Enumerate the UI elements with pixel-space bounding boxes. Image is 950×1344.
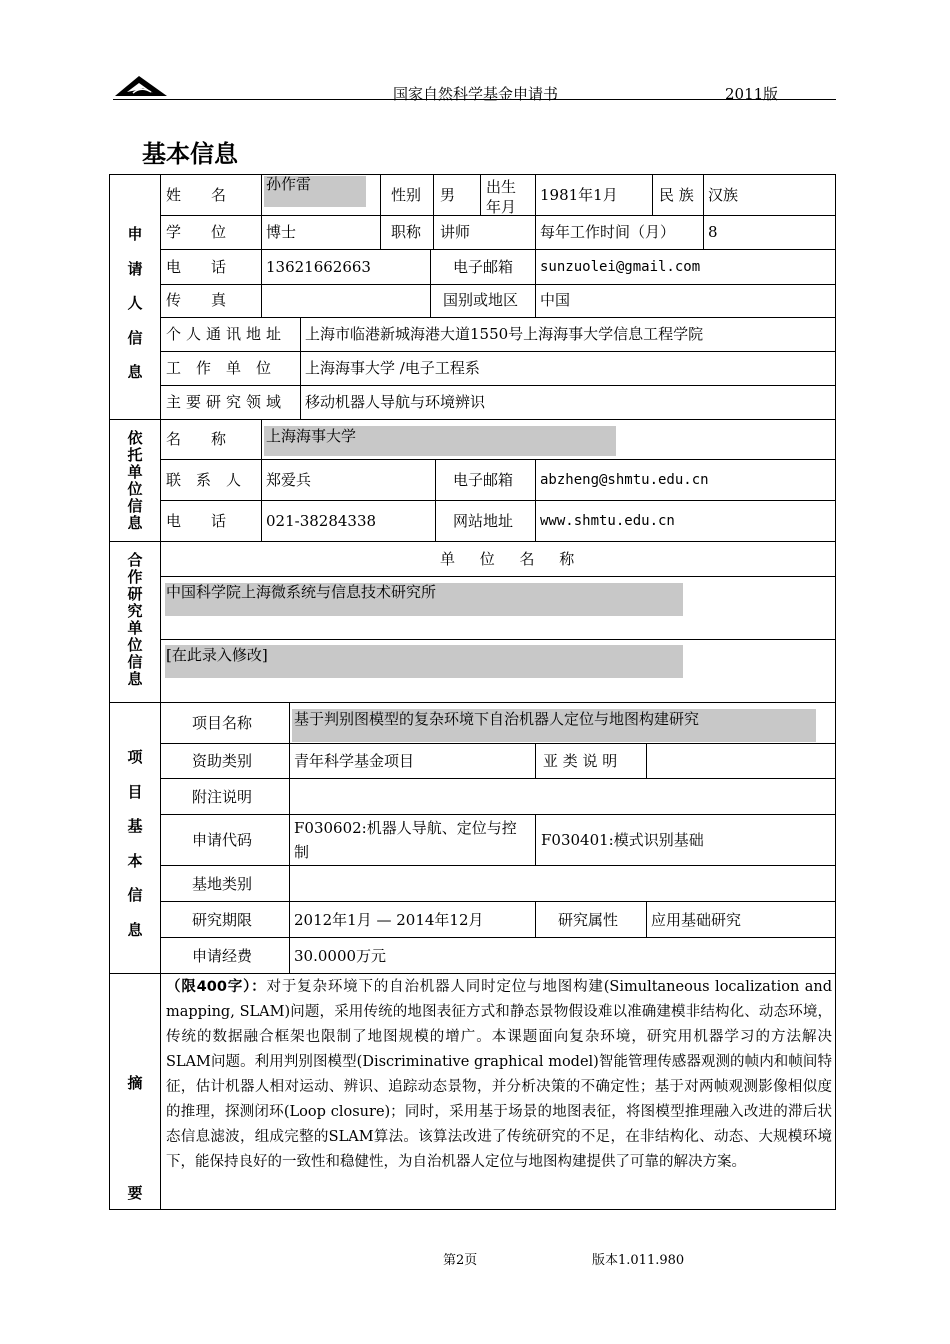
code-label: 申请代码 (192, 831, 253, 849)
birth-label: 出生年月 (486, 178, 517, 214)
host-email-label: 电子邮箱 (453, 471, 514, 489)
period-field[interactable]: 2012年1月 — 2014年12月 (294, 911, 484, 929)
country-label: 国别或地区 (443, 291, 519, 309)
code1-line2[interactable]: 制 (294, 843, 310, 861)
attribute-label: 研究属性 (558, 911, 619, 929)
abstract-body: 对于复杂环境下的自治机器人同时定位与地图构建(Simultaneous localization and mapping, SLAM)问题，采用传统的地图表征方式和静态景物假设难以准确建模非结构化、动态环境，传统的数据融合框架也限制了地图规模的增广。本课题面向复杂环境，研究用机器学习的方法解决SLAM问题。利用判别图模型(Discriminative graphical model)智能管理传感器观测的帧内和帧间特征，估计机器人相对运动、辨识、追踪动态景物，并分析决策的不确定性；基于对两帧观测影像相似度的推理，探测闭环(Loop closure)；同时，采用基于场景的地图表征，将图模型推理融入改进的滞后状态信息滤波，组成完整的SLAM算法。该算法改进了传统研究的不足，在非结构化、动态、大规模环境下，能保持良好的一致性和稳健性，为自治机器人定位与地图构建提供了可靠的解决方案。 (166, 979, 833, 1170)
funding-type-field[interactable]: 青年科学基金项目 (294, 752, 415, 770)
website-field[interactable]: www.shmtu.edu.cn (540, 513, 675, 529)
host-name-field[interactable]: 上海海事大学 (266, 427, 357, 445)
section-project: 项目基本信息 (127, 748, 143, 939)
header-version: 2011版 (725, 85, 779, 103)
phone-label: 电 话 (166, 258, 227, 276)
research-label: 主要研究领域 (166, 393, 287, 411)
name-field[interactable]: 孙作雷 (266, 175, 312, 193)
doc-version: 版本1.011.980 (592, 1253, 685, 1268)
page-title: 基本信息 (142, 140, 238, 168)
title-field[interactable]: 讲师 (440, 223, 471, 241)
name-label: 姓 名 (166, 186, 227, 204)
section-applicant: 申请人信息 (127, 225, 143, 381)
period-label: 研究期限 (192, 911, 253, 929)
nsfc-logo (113, 72, 169, 98)
section-host-unit: 依托单位信息 (127, 429, 143, 532)
work-time-label: 每年工作时间（月） (540, 223, 676, 241)
header-rule (113, 99, 836, 100)
partner-header: 单 位 名 称 (440, 550, 585, 568)
section-abstract: 摘要 (127, 1074, 143, 1202)
contact-label: 联 系 人 (166, 471, 242, 489)
host-name-label: 名 称 (166, 430, 227, 448)
code1-line1[interactable]: F030602:机器人导航、定位与控 (294, 819, 517, 837)
address-label: 个人通讯地址 (166, 325, 287, 343)
attribute-field[interactable]: 应用基础研究 (651, 911, 742, 929)
country-field[interactable]: 中国 (540, 291, 571, 309)
budget-label: 申请经费 (192, 947, 253, 965)
fax-label: 传 真 (166, 291, 227, 309)
website-label: 网站地址 (453, 512, 514, 530)
phone-field[interactable]: 13621662663 (266, 258, 371, 276)
gender-label: 性别 (391, 186, 422, 204)
note-label: 附注说明 (192, 788, 253, 806)
title-label: 职称 (391, 223, 422, 241)
ethnicity-field[interactable]: 汉族 (708, 186, 739, 204)
contact-field[interactable]: 郑爱兵 (266, 471, 312, 489)
header-title: 国家自然科学基金申请书 (393, 85, 559, 103)
project-name-field[interactable]: 基于判别图模型的复杂环境下自治机器人定位与地图构建研究 (294, 710, 700, 728)
host-phone-label: 电 话 (166, 512, 227, 530)
research-field[interactable]: 移动机器人导航与环境辨识 (305, 393, 486, 411)
host-email-field[interactable]: abzheng@shmtu.edu.cn (540, 472, 709, 488)
section-partner-unit: 合作研究单位信息 (127, 551, 143, 688)
budget-field[interactable]: 30.0000万元 (294, 947, 387, 965)
page-number: 第2页 (443, 1253, 478, 1268)
project-name-label: 项目名称 (192, 714, 253, 732)
base-label: 基地类别 (192, 875, 253, 893)
abstract-limit: （限400字）： (166, 979, 267, 995)
gender-field[interactable]: 男 (440, 186, 456, 204)
degree-field[interactable]: 博士 (266, 223, 297, 241)
code2-field[interactable]: F030401:模式识别基础 (541, 831, 704, 849)
email-label: 电子邮箱 (453, 258, 514, 276)
email-field[interactable]: sunzuolei@gmail.com (540, 259, 701, 275)
subtype-label: 亚 类 说 明 (543, 752, 618, 770)
partner-unit-1[interactable]: 中国科学院上海微系统与信息技术研究所 (166, 583, 437, 601)
birth-field[interactable]: 1981年1月 (540, 186, 618, 204)
degree-label: 学 位 (166, 223, 227, 241)
workplace-label: 工 作 单 位 (166, 359, 272, 377)
work-time-field[interactable]: 8 (708, 223, 718, 241)
partner-unit-2[interactable]: [在此录入修改] (166, 646, 268, 664)
workplace-field[interactable]: 上海海事大学 /电子工程系 (305, 359, 480, 377)
address-field[interactable]: 上海市临港新城海港大道1550号上海海事大学信息工程学院 (305, 325, 704, 343)
abstract-text[interactable] (166, 975, 832, 1175)
funding-type-label: 资助类别 (192, 752, 253, 770)
ethnicity-label: 民 族 (659, 186, 694, 204)
host-phone-field[interactable]: 021-38284338 (266, 512, 377, 530)
